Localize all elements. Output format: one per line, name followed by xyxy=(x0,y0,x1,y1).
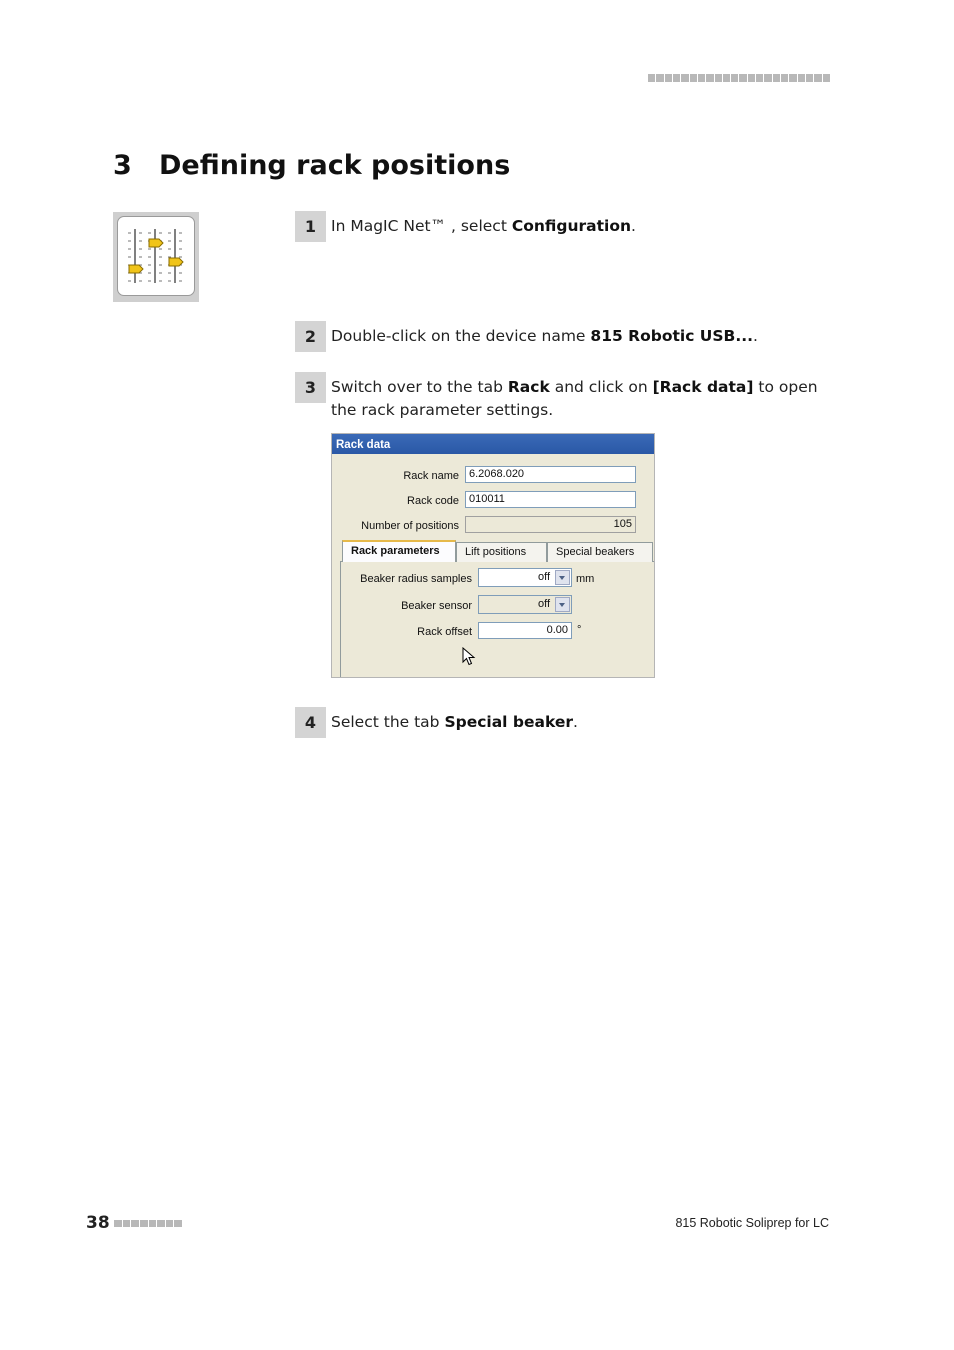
rack-name-field[interactable]: 6.2068.020 xyxy=(465,466,636,483)
rack-offset-unit: ° xyxy=(577,624,582,636)
rack-offset-label: Rack offset xyxy=(417,626,472,638)
tab-special-beakers[interactable]: Special beakers xyxy=(547,542,653,562)
step-number: 3 xyxy=(295,372,326,403)
step-text: In MagIC Net™ , select Configuration. xyxy=(331,217,636,235)
step-text: Switch over to the tab Rack and click on [Rack data] to open the rack parameter settings. xyxy=(331,378,818,419)
rack-code-field[interactable]: 010011 xyxy=(465,491,636,508)
header-decoration xyxy=(648,74,830,82)
select-value: off xyxy=(537,571,550,583)
positions-field: 105 xyxy=(465,516,636,533)
chapter-title: Defining rack positions xyxy=(159,150,511,181)
beaker-radius-select[interactable] xyxy=(478,568,572,587)
rack-name-label: Rack name xyxy=(403,470,459,482)
rack-code-label: Rack code xyxy=(407,495,459,507)
step-text: Double-click on the device name 815 Robotic USB.... xyxy=(331,327,758,345)
rack-offset-field[interactable]: 0.00 xyxy=(478,622,572,639)
chapter-number: 3 xyxy=(113,150,132,181)
beaker-radius-unit: mm xyxy=(576,573,595,585)
dialog-title: Rack data xyxy=(332,434,654,454)
tab-lift-positions[interactable]: Lift positions xyxy=(456,542,547,562)
beaker-radius-label: Beaker radius samples xyxy=(360,573,472,585)
beaker-sensor-label: Beaker sensor xyxy=(401,600,472,612)
mouse-pointer-icon xyxy=(462,647,476,667)
step-number: 2 xyxy=(295,321,326,352)
step-text: Select the tab Special beaker. xyxy=(331,713,578,731)
positions-label: Number of positions xyxy=(361,520,459,532)
select-value: off xyxy=(537,598,550,610)
step-number: 4 xyxy=(295,707,326,738)
footer-decoration xyxy=(114,1220,182,1227)
configuration-sliders-icon xyxy=(113,212,199,302)
chevron-down-icon[interactable] xyxy=(555,570,570,585)
step-number: 1 xyxy=(295,211,326,242)
chevron-down-icon[interactable] xyxy=(555,597,570,612)
rack-data-dialog xyxy=(331,433,655,678)
document-title: 815 Robotic Soliprep for LC xyxy=(675,1216,829,1230)
tab-rack-parameters[interactable]: Rack parameters xyxy=(342,540,456,562)
chapter-heading xyxy=(113,150,510,181)
page-number: 38 xyxy=(86,1213,110,1233)
beaker-sensor-select[interactable] xyxy=(478,595,572,614)
